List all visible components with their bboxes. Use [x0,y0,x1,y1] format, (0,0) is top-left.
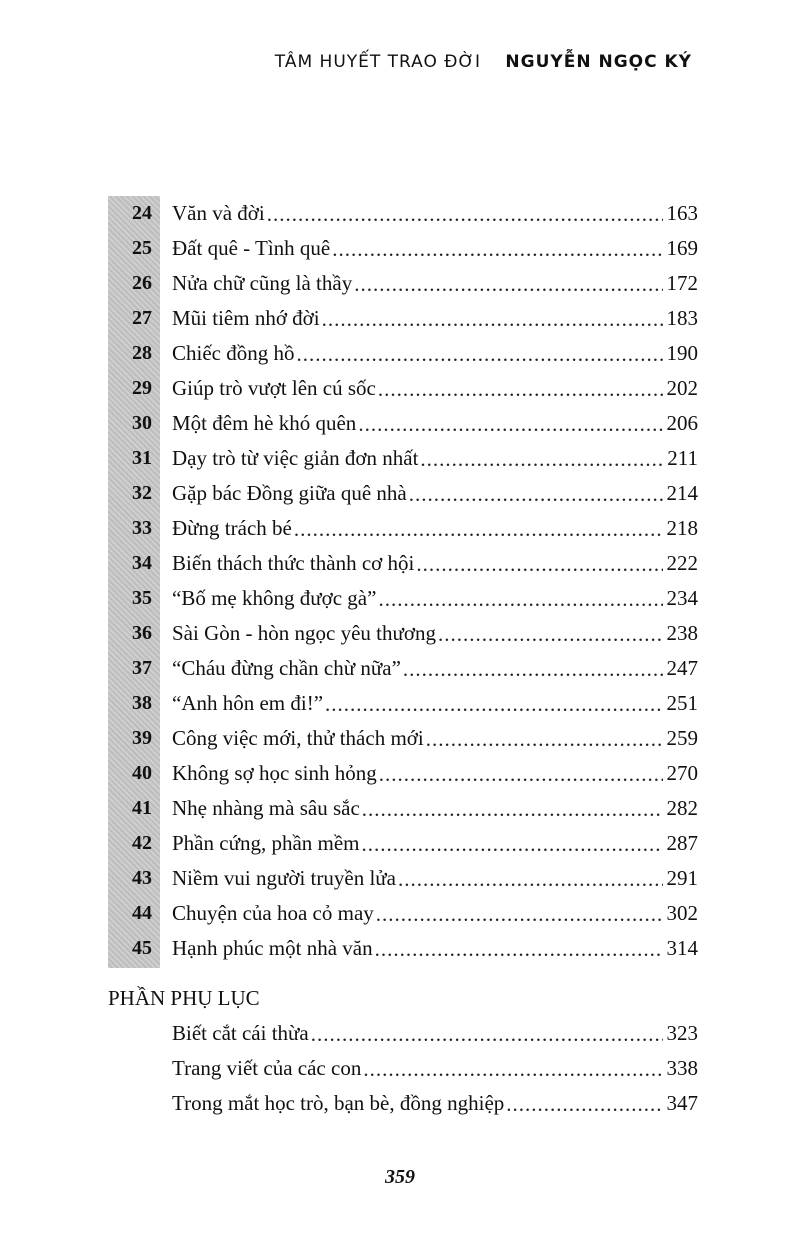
chapter-number: 29 [132,377,152,399]
dot-leader [322,307,663,331]
page-number: 338 [666,1056,698,1080]
toc-entry [108,511,698,546]
chapter-number: 27 [132,307,152,329]
chapter-title: Nửa chữ cũng là thầy [172,271,353,295]
appendix-entry [108,1051,698,1086]
dot-leader [332,237,662,261]
chapter-title: Chuyện của hoa cỏ may [172,901,374,925]
chapter-title: Chiếc đồng hồ [172,341,295,365]
page-number: 222 [666,551,698,575]
dot-leader [420,447,663,471]
chapter-number: 39 [132,727,152,749]
appendix-entry [108,1086,698,1121]
chapter-number: 25 [132,237,152,259]
toc-entry [108,476,698,511]
table-of-contents [108,196,698,966]
page-number: 347 [666,1091,698,1115]
toc-entry [108,371,698,406]
toc-entry [108,266,698,301]
toc-entry [108,791,698,826]
dot-leader [416,552,662,576]
dot-leader [363,1057,662,1081]
toc-entry [108,406,698,441]
dot-leader [398,867,663,891]
chapter-number: 34 [132,552,152,574]
dot-leader [296,342,662,366]
toc-entry [108,686,698,721]
page-number: 234 [666,586,698,610]
toc-entry [108,651,698,686]
toc-entry [108,301,698,336]
dot-leader [409,482,663,506]
dot-leader [325,692,662,716]
dot-leader [294,517,663,541]
page-number: 270 [666,761,698,785]
chapter-title: Phần cứng, phần mềm [172,831,360,855]
toc-entry [108,231,698,266]
page-number: 211 [667,446,698,470]
dot-leader [362,797,663,821]
chapter-title: Dạy trò từ việc giản đơn nhất [172,446,419,470]
page-number: 238 [666,621,698,645]
chapter-number: 36 [132,622,152,644]
chapter-title: Hạnh phúc một nhà văn [172,936,373,960]
dot-leader [426,727,663,751]
chapter-number: 42 [132,832,152,854]
dot-leader [358,412,662,436]
running-header [275,52,692,72]
chapter-title: Không sợ học sinh hỏng [172,761,377,785]
page-number: 214 [666,481,698,505]
toc-entry [108,546,698,581]
toc-entry [108,336,698,371]
dot-leader [362,832,663,856]
page-number: 287 [666,831,698,855]
chapter-number: 26 [132,272,152,294]
chapter-number: 37 [132,657,152,679]
toc-entry [108,931,698,966]
chapter-title: Niềm vui người truyền lửa [172,866,396,890]
page-number: 218 [666,516,698,540]
appendix-title: Trang viết của các con [172,1056,362,1080]
page-number: 282 [666,796,698,820]
page-number: 323 [666,1021,698,1045]
page-number: 259 [666,726,698,750]
chapter-number: 41 [132,797,152,819]
chapter-title: Một đêm hè khó quên [172,411,357,435]
chapter-title: Đất quê - Tình quê [172,236,331,260]
chapter-title: “Bố mẹ không được gà” [172,586,377,610]
chapter-title: “Anh hôn em đi!” [172,691,324,715]
chapter-title: Mũi tiêm nhớ đời [172,306,320,330]
chapter-title: Gặp bác Đồng giữa quê nhà [172,481,407,505]
dot-leader [506,1092,662,1116]
dot-leader [354,272,662,296]
page-folio: 359 [385,1166,415,1188]
chapter-title: “Cháu đừng chần chừ nữa” [172,656,401,680]
dot-leader [376,902,663,926]
appendix-heading: PHẦN PHỤ LỤC [108,986,260,1010]
author-name: NGUYỄN NGỌC KÝ [505,52,692,72]
chapter-number: 40 [132,762,152,784]
page-number: 302 [666,901,698,925]
page-number: 202 [666,376,698,400]
dot-leader [378,587,662,611]
dot-leader [311,1022,663,1046]
chapter-title: Sài Gòn - hòn ngọc yêu thương [172,621,436,645]
chapter-title: Văn và đời [172,201,265,225]
page-number: 206 [666,411,698,435]
toc-entry [108,581,698,616]
chapter-number: 33 [132,517,152,539]
page-number: 172 [666,271,698,295]
chapter-number: 24 [132,202,152,224]
chapter-number: 44 [132,902,152,924]
page-number: 169 [666,236,698,260]
page-number: 163 [666,201,698,225]
page-number: 247 [666,656,698,680]
chapter-title: Giúp trò vượt lên cú sốc [172,376,376,400]
dot-leader [375,937,663,961]
appendix-title: Biết cắt cái thừa [172,1021,309,1045]
toc-entry [108,756,698,791]
chapter-number: 31 [132,447,152,469]
toc-entry [108,616,698,651]
chapter-title: Biến thách thức thành cơ hội [172,551,415,575]
chapter-number: 35 [132,587,152,609]
chapter-title: Công việc mới, thử thách mới [172,726,424,750]
dot-leader [378,377,663,401]
toc-entry [108,441,698,476]
dot-leader [438,622,663,646]
dot-leader [267,202,663,226]
chapter-number: 28 [132,342,152,364]
page-number: 251 [666,691,698,715]
page-number: 291 [666,866,698,890]
chapter-number: 30 [132,412,152,434]
toc-entry [108,721,698,756]
toc-entry [108,896,698,931]
chapter-number: 45 [132,937,152,959]
toc-entry [108,861,698,896]
appendix-section [108,980,698,1121]
appendix-entry [108,1016,698,1051]
toc-entry [108,826,698,861]
chapter-number: 32 [132,482,152,504]
dot-leader [379,762,663,786]
dot-leader [403,657,663,681]
book-title: TÂM HUYẾT TRAO ĐỜI [274,52,482,72]
page-number: 183 [666,306,698,330]
chapter-title: Nhẹ nhàng mà sâu sắc [172,796,360,820]
toc-entry [108,196,698,231]
chapter-number: 43 [132,867,152,889]
chapter-title: Đừng trách bé [172,516,292,540]
page-number: 190 [666,341,698,365]
page-number: 314 [666,936,698,960]
chapter-number: 38 [132,692,152,714]
appendix-title: Trong mắt học trò, bạn bè, đồng nghiệp [172,1091,505,1115]
